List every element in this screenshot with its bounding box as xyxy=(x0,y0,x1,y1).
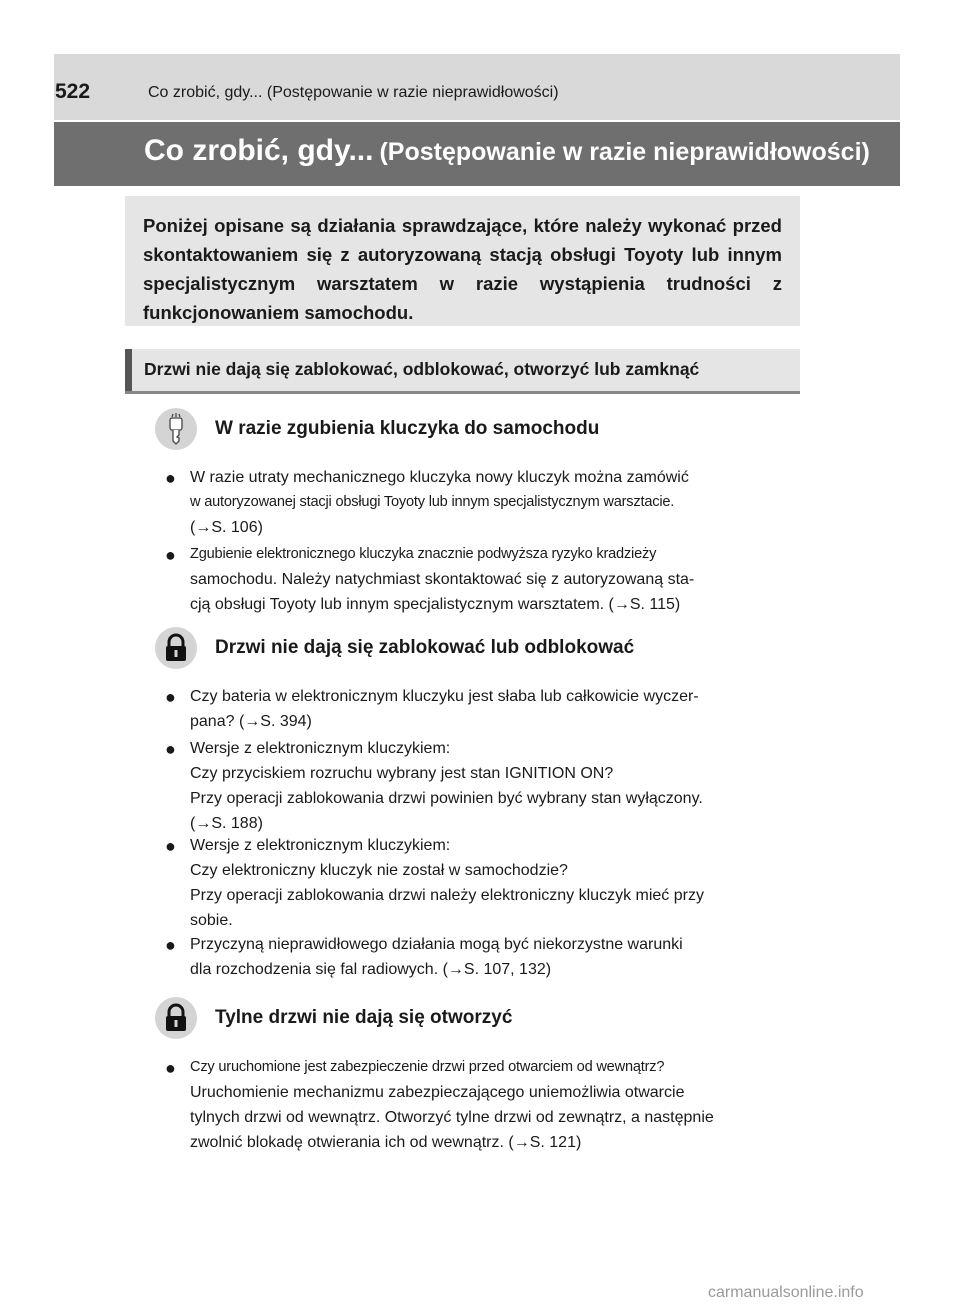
text-line: Czy bateria w elektronicznym kluczyku jest słaba lub całkowicie wyczer- xyxy=(190,688,699,705)
section-underline xyxy=(125,391,800,394)
page-number: 522 xyxy=(55,80,91,103)
bullet-icon: ● xyxy=(165,468,176,488)
subsection-title: W razie zgubienia kluczyka do samochodu xyxy=(215,418,600,439)
page-reference: (→S. 188) xyxy=(190,815,263,832)
page-reference: (→S. 106) xyxy=(190,519,263,536)
subsection-lock-unlock xyxy=(155,627,815,673)
bullet-icon: ● xyxy=(165,687,176,707)
text-line: Przy operacji zablokowania drzwi należy elektroniczny kluczyk mieć przy xyxy=(190,887,704,904)
lock-icon xyxy=(155,627,197,669)
text-line: w autoryzowanej stacji obsługi Toyoty lub innym specjalistycznym warsztacie. xyxy=(190,494,675,510)
list-item xyxy=(165,1055,801,1155)
list-item xyxy=(165,833,801,933)
bullet-icon: ● xyxy=(165,739,176,759)
text-line: dla rozchodzenia się fal radiowych. (→S. 107, 132) xyxy=(190,961,552,978)
lock-icon xyxy=(155,997,197,1039)
text-line: Wersje z elektronicznym kluczykiem: xyxy=(190,837,451,854)
bullet-icon: ● xyxy=(165,836,176,856)
text-line: Zgubienie elektronicznego kluczyka znacznie podwyższa ryzyko kradzieży xyxy=(190,546,657,562)
bullet-icon: ● xyxy=(165,545,176,565)
text-line: Przy operacji zablokowania drzwi powinien być wybrany stan wyłączony. xyxy=(190,790,703,807)
list-item xyxy=(165,736,801,836)
running-header: Co zrobić, gdy... (Postępowanie w razie nieprawidłowości) xyxy=(148,84,559,101)
text-line: W razie utraty mechanicznego kluczyka nowy kluczyk można zamówić xyxy=(190,469,689,486)
text-line: cją obsługi Toyoty lub innym specjalistycznym warsztatem. (→S. 115) xyxy=(190,596,681,613)
page-title xyxy=(144,134,870,168)
text-line: Czy elektroniczny kluczyk nie został w samochodzie? xyxy=(190,862,568,879)
text-line: Czy przyciskiem rozruchu wybrany jest stan IGNITION ON? xyxy=(190,765,614,782)
text-line: Wersje z elektronicznym kluczykiem: xyxy=(190,740,451,757)
list-item xyxy=(165,465,801,540)
subsection-rear-door xyxy=(155,997,815,1043)
key-icon xyxy=(155,408,197,450)
section-heading xyxy=(125,349,800,391)
intro-box xyxy=(125,196,800,326)
text-line: Uruchomienie mechanizmu zabezpieczającego uniemożliwia otwarcie xyxy=(190,1084,685,1101)
text-line: zwolnić blokadę otwierania ich od wewnątrz. (→S. 121) xyxy=(190,1134,582,1151)
text-line: Przyczyną nieprawidłowego działania mogą być niekorzystne warunki xyxy=(190,936,683,953)
text-line: tylnych drzwi od wewnątrz. Otworzyć tylne drzwi od zewnątrz, a następnie xyxy=(190,1109,714,1126)
subsection-title: Tylne drzwi nie dają się otworzyć xyxy=(215,1007,513,1028)
subsection-lost-key xyxy=(155,408,815,454)
intro-text: Poniżej opisane są działania sprawdzające, które należy wykonać przed skontaktowaniem się z autoryzowaną stacją obsługi Toyoty lub innym specjalistycznym warsztatem w razie wystąpienia trudności z funkcjonowaniem samochodu. xyxy=(143,215,782,323)
title-band xyxy=(54,122,900,186)
text-line: pana? (→S. 394) xyxy=(190,713,312,730)
text-line: Czy uruchomione jest zabezpieczenie drzwi przed otwarciem od wewnątrz? xyxy=(190,1059,665,1075)
list-item xyxy=(165,684,801,734)
bullet-icon: ● xyxy=(165,935,176,955)
text-line: samochodu. Należy natychmiast skontaktować się z autoryzowaną sta- xyxy=(190,571,695,588)
page-title-sub: (Postępowanie w razie nieprawidłowości) xyxy=(379,138,870,166)
list-item xyxy=(165,542,801,617)
subsection-title: Drzwi nie dają się zablokować lub odblokować xyxy=(215,637,635,658)
list-item xyxy=(165,932,801,982)
watermark: carmanualsonline.info xyxy=(708,1284,864,1301)
bullet-icon: ● xyxy=(165,1058,176,1078)
page-title-main: Co zrobić, gdy... xyxy=(144,134,374,167)
text-line: sobie. xyxy=(190,912,233,929)
section-heading-text: Drzwi nie dają się zablokować, odblokować, otworzyć lub zamknąć xyxy=(144,359,700,379)
